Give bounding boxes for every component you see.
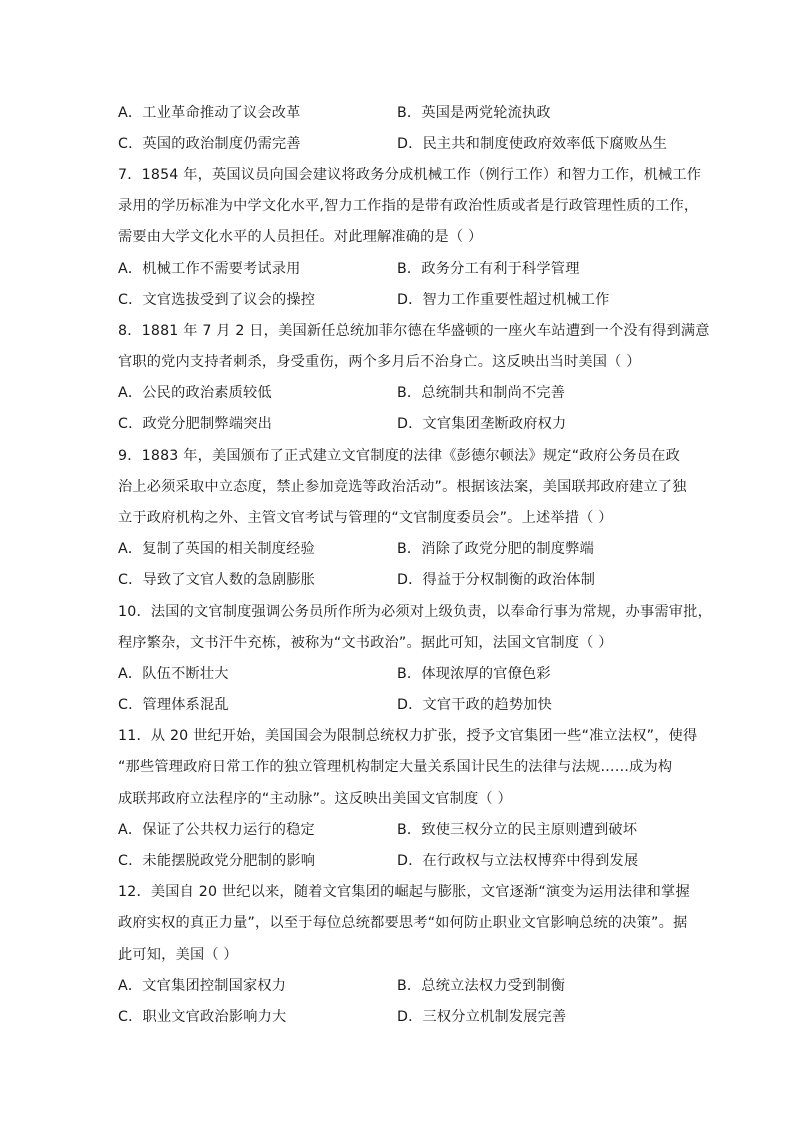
- q11-option-a: A．保证了公共权力运行的稳定: [118, 822, 315, 838]
- q11-option-d: D．在行政权与立法权博弈中得到发展: [397, 853, 639, 869]
- q6-option-d: D．民主共和制度使政府效率低下腐败丛生: [397, 136, 668, 152]
- q11-option-c: C．未能摆脱政党分肥制的影响: [118, 853, 316, 869]
- q12-stem-line: 此可知，美国（ ）: [118, 947, 238, 963]
- q10-stem-line: 程序繁杂，文书汗牛充栋，被称为“文书政治”。据此可知，法国文官制度（ ）: [118, 635, 613, 651]
- q10-option-a: A．队伍不断壮大: [118, 666, 229, 682]
- q7-stem-line: 需要由大学文化水平的人员担任。对此理解准确的是（ ）: [118, 229, 483, 245]
- q12-stem-line: 12．美国自 20 世纪以来，随着文官集团的崛起与膨胀，文官逐渐“演变为运用法律和掌握: [118, 884, 690, 900]
- q11-stem-line: 11．从 20 世纪开始，美国国会为限制总统权力扩张，授予文官集团一些“准立法权”，使得: [118, 728, 698, 744]
- q10-option-b: B．体现浓厚的官僚色彩: [397, 666, 551, 682]
- q9-option-c: C．导致了文官人数的急剧膨胀: [118, 572, 316, 588]
- q12-option-b: B．总统立法权力受到制衡: [397, 978, 566, 994]
- q7-stem-line: 7．1854 年，英国议员向国会建议将政务分成机械工作（例行工作）和智力工作，机械工作: [118, 167, 702, 183]
- q12-stem-line: 政府实权的真正力量”，以至于每位总统都要思考“如何防止职业文官影响总统的决策”。据: [118, 915, 688, 931]
- q6-option-c: C．英国的政治制度仍需完善: [118, 136, 301, 152]
- q12-option-a: A．文官集团控制国家权力: [118, 978, 287, 994]
- q8-option-b: B．总统制共和制尚不完善: [397, 385, 566, 401]
- q6-option-b: B．英国是两党轮流执政: [397, 105, 551, 121]
- q10-option-c: C．管理体系混乱: [118, 697, 229, 713]
- q8-option-a: A．公民的政治素质较低: [118, 385, 272, 401]
- q8-stem-line: 8．1881 年 7 月 2 日，美国新任总统加菲尔德在华盛顿的一座火车站遭到一个没有得到满意: [118, 323, 710, 339]
- q10-stem-line: 10．法国的文官制度强调公务员所作所为必须对上级负责，以奉命行事为常规，办事需审批，: [118, 604, 712, 620]
- q7-option-d: D．智力工作重要性超过机械工作: [397, 292, 610, 308]
- q9-stem-line: 9．1883 年，美国颁布了正式建立文官制度的法律《彭德尔顿法》规定“政府公务员在政: [118, 448, 680, 464]
- q11-stem-line: 成联邦政府立法程序的“主动脉”。这反映出美国文官制度（ ）: [118, 791, 512, 807]
- q12-option-c: C．职业文官政治影响力大: [118, 1009, 287, 1025]
- q7-option-c: C．文官选拔受到了议会的操控: [118, 292, 316, 308]
- q7-option-b: B．政务分工有利于科学管理: [397, 261, 580, 277]
- q9-option-d: D．得益于分权制衡的政治体制: [397, 572, 596, 588]
- q9-option-b: B．消除了政党分肥的制度弊端: [397, 541, 594, 557]
- q9-stem-line: 立于政府机构之外、主管文官考试与管理的“文官制度委员会”。上述举措（ ）: [118, 510, 613, 526]
- q6-option-a: A．工业革命推动了议会改革: [118, 105, 301, 121]
- q9-stem-line: 治上必须采取中立态度，禁止参加竞选等政治活动”。根据该法案，美国联邦政府建立了独: [118, 479, 687, 495]
- q9-option-a: A．复制了英国的相关制度经验: [118, 541, 315, 557]
- q12-option-d: D．三权分立机制发展完善: [397, 1009, 567, 1025]
- q8-stem-line: 官职的党内支持者刺杀，身受重伤，两个多月后不治身亡。这反映出当时美国（ ）: [118, 354, 641, 370]
- q7-stem-line: 录用的学历标准为中学文化水平,智力工作指的是带有政治性质或者是行政管理性质的工作，: [118, 198, 699, 214]
- q7-option-a: A．机械工作不需要考试录用: [118, 261, 301, 277]
- q8-option-d: D．文官集团垄断政府权力: [397, 416, 567, 432]
- q11-option-b: B．致使三权分立的民主原则遭到破坏: [397, 822, 638, 838]
- q11-stem-line: “那些管理政府日常工作的独立管理机构制定大量关系国计民生的法律与法规……成为构: [118, 759, 673, 775]
- q10-option-d: D．文官干政的趋势加快: [397, 697, 553, 713]
- q8-option-c: C．政党分肥制弊端突出: [118, 416, 272, 432]
